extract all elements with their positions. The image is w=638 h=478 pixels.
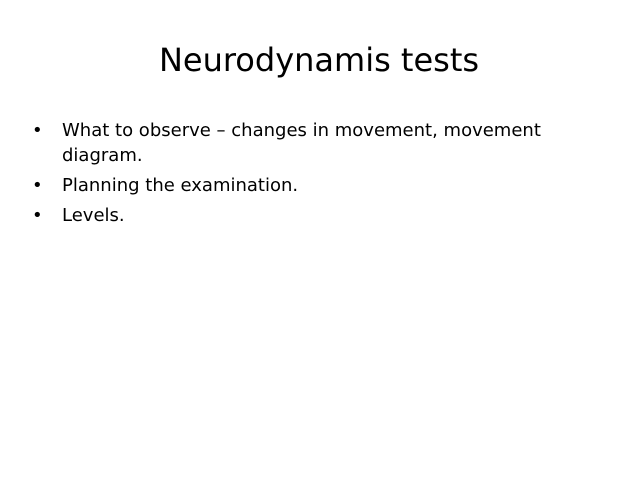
bullet-text: Planning the examination. <box>62 175 299 196</box>
bullet-text: What to observe – changes in movement, movement diagram. <box>62 120 541 166</box>
bullet-list <box>32 118 592 233</box>
bullet-icon: • <box>32 120 43 141</box>
bullet-icon: • <box>32 205 43 226</box>
bullet-item-levels <box>32 203 592 228</box>
bullet-item-observe <box>32 118 592 168</box>
bullet-item-planning <box>32 173 592 198</box>
bullet-icon: • <box>32 175 43 196</box>
slide-title: Neurodynamis tests <box>158 41 480 79</box>
bullet-text: Levels. <box>62 205 125 226</box>
